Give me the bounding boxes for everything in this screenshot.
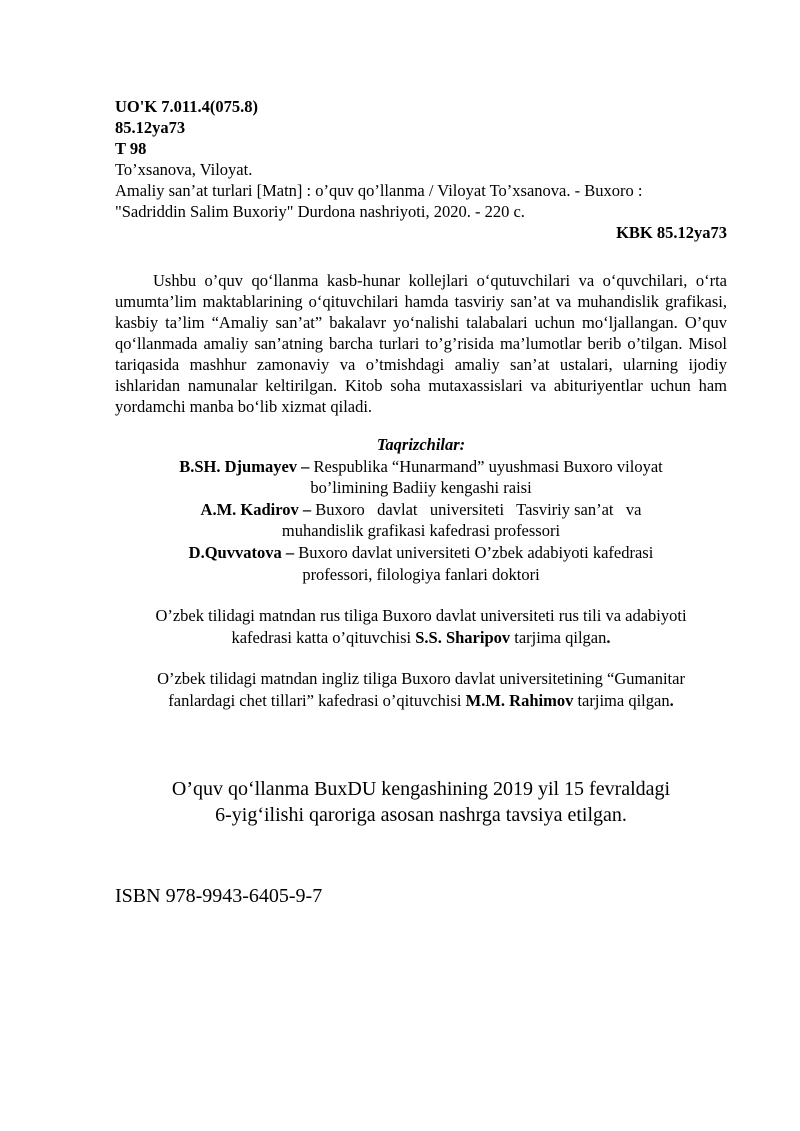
reviewer-entry xyxy=(115,456,727,499)
author-name: To’xsanova, Viloyat. xyxy=(115,160,253,179)
bbk-code: 85.12ya73 xyxy=(115,118,186,137)
translation-note-english xyxy=(115,668,727,711)
translator-name: S.S. Sharipov xyxy=(415,627,511,647)
reviewer-entry xyxy=(115,542,727,585)
author-code: T 98 xyxy=(115,139,147,158)
reviewer-entry xyxy=(115,499,727,542)
reviewer-title-line-2: muhandislik grafikasi kafedrasi professori xyxy=(281,521,561,541)
translation-line-1: O’zbek tilidagi matndan rus tiliga Buxoro davlat universiteti rus tili va adabiyoti xyxy=(155,606,687,626)
biblio-line-2: "Sadriddin Salim Buxoriy" Durdona nashriyoti, 2020. - 220 c. xyxy=(115,202,525,221)
reviewers-heading: Taqrizchilar: xyxy=(376,435,466,454)
document-page xyxy=(115,96,727,909)
translation-line-2: kafedrasi katta o’qituvchisi S.S. Sharipov tarjima qilgan. xyxy=(231,627,611,647)
reviewer-name: A.M. Kadirov – xyxy=(200,499,312,519)
udk-code: UO'K 7.011.4(075.8) xyxy=(115,97,258,116)
council-recommendation xyxy=(115,776,727,828)
translation-line-2: fanlardagi chet tillari” kafedrasi o’qituvchisi M.M. Rahimov tarjima qilgan. xyxy=(168,690,674,710)
abstract-paragraph: Ushbu o’quv qo‘llanma kasb-hunar kollejlari o‘qutuvchilari va o‘quvchilari, o‘rta umumta’lim maktablarining o‘qituvchilari hamda tasviriy san’at va muhandislik grafikasi, kasbiy ta’lim “Amaliy san’at” bakalavr yo‘nalishi talabalari uchun mo‘ljallangan. O’quv qo‘llanmada amaliy san’atning barcha turlari to’g’risida ma’lumotlar berib o’tilgan. Misol tariqasida mashhur zamonaviy va o’tmishdagi amaliy san’at ustalari, ularning ijodiy ishlaridan namunalar keltirilgan. Kitob soha mutaxassislari va abituriyentlar uchun ham yordamchi manba bo‘lib xizmat qiladi. xyxy=(115,271,727,416)
reviewer-title-line-2: professori, filologiya fanlari doktori xyxy=(302,564,540,584)
translation-note-russian xyxy=(115,605,727,648)
reviewer-title-line-2: bo’limining Badiiy kengashi raisi xyxy=(310,478,532,498)
biblio-line-1: Amaliy san’at turlari [Matn] : o’quv qo’llanma / Viloyat To’xsanova. - Buxoro : xyxy=(115,181,643,200)
translator-name: M.M. Rahimov xyxy=(465,690,574,710)
reviewer-name: B.SH. Djumayev – xyxy=(179,456,310,476)
recommendation-line-1: O’quv qo‘llanma BuxDU kengashining 2019 yil 15 fevraldagi xyxy=(171,777,671,800)
recommendation-line-2: 6-yig‘ilishi qaroriga asosan nashrga tavsiya etilgan. xyxy=(215,803,627,826)
translation-line-1: O’zbek tilidagi matndan ingliz tiliga Buxoro davlat universitetining “Gumanitar xyxy=(157,669,685,689)
kbk-code: KBK 85.12ya73 xyxy=(616,223,727,242)
isbn-number: ISBN 978-9943-6405-9-7 xyxy=(115,884,323,907)
reviewer-title-line-1: Buxoro davlat universiteti Tasviriy san’at va xyxy=(311,499,642,519)
reviewers-section xyxy=(115,434,727,585)
reviewer-title-line-1: Respublika “Hunarmand” uyushmasi Buxoro viloyat xyxy=(309,456,663,476)
reviewer-name: D.Quvvatova – xyxy=(188,542,295,562)
reviewer-title-line-1: Buxoro davlat universiteti O’zbek adabiyoti kafedrasi xyxy=(294,542,654,562)
